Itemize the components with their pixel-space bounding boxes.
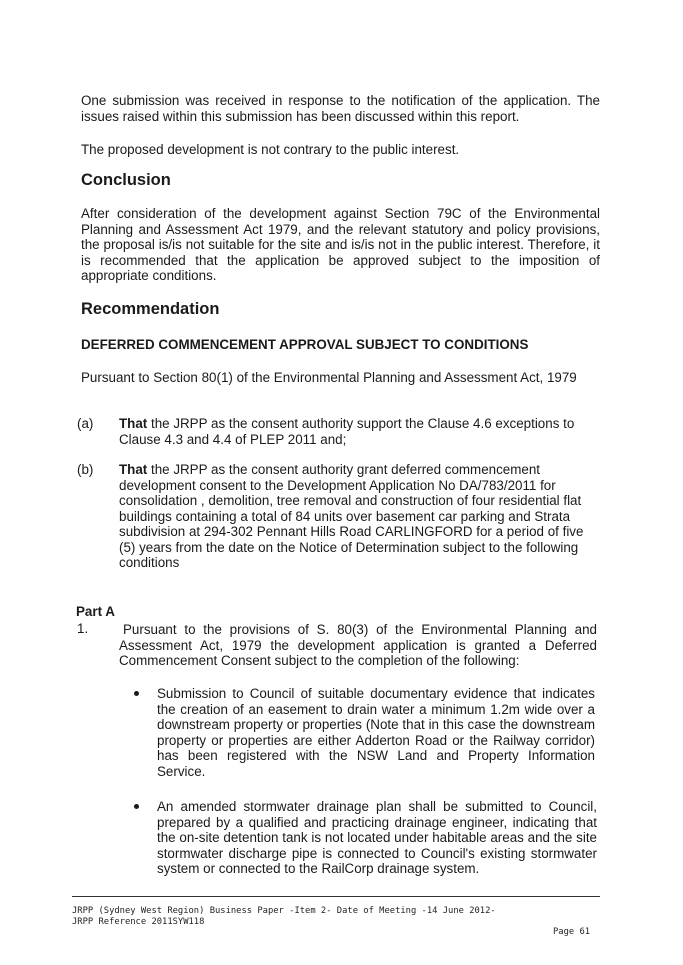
part-a-item-number: 1. [77, 621, 89, 636]
deferred-commencement-subheading: DEFERRED COMMENCEMENT APPROVAL SUBJECT TO CONDITIONS [81, 337, 529, 352]
item-b-label: (b) [77, 462, 94, 477]
part-a-item-text: Pursuant to the provisions of S. 80(3) of the Environmental Planning and Assessment Act, 1979 the development application is granted a Deferred Commencement Consent subject to the completion of the following: [119, 622, 597, 668]
public-interest-paragraph: The proposed development is not contrary to the public interest. [81, 142, 460, 157]
item-a-lead: That [119, 416, 148, 431]
recommendation-heading: Recommendation [81, 300, 220, 318]
item-b-text [119, 462, 591, 571]
item-a-body: the JRPP as the consent authority support the Clause 4.6 exceptions to Clause 4.3 and 4.4 of PLEP 2011 and; [119, 416, 575, 447]
item-b-body: the JRPP as the consent authority grant deferred commencement development consent to the Development Application No DA/783/2011 for consolidation , demolition, tree removal and construction of four residential flat buildings containing a total of 84 units over basement car parking and Strata subdivision at 294-302 Pennant Hills Road CARLINGFORD for a period of five (5) years from the date on the Notice of Determination subject to the following conditions [119, 462, 584, 570]
submission-paragraph: One submission was received in response to the notification of the application. The issues raised within this submission has been discussed within this report. [81, 93, 600, 124]
item-b-lead: That [119, 462, 148, 477]
footer-meeting-line: JRPP (Sydney West Region) Business Paper -Item 2- Date of Meeting -14 June 2012- [72, 906, 496, 916]
footer-divider [72, 896, 600, 897]
item-a-label: (a) [77, 416, 94, 431]
part-a-bullet-1: Submission to Council of suitable documentary evidence that indicates the creation of an easement to drain water a minimum 1.2m wide over a downstream property or properties (Note that in this case the downstream property or properties are either Adderton Road or the Railway corridor) has been registered with the NSW Land and Property Information Service. [157, 686, 595, 779]
conclusion-paragraph: After consideration of the development against Section 79C of the Environmental Planning and Assessment Act 1979, and the relevant statutory and policy provisions, the proposal is/is not suitable for the site and is/is not in the public interest. Therefore, it is recommended that the application be approved subject to the imposition of appropriate conditions. [81, 206, 600, 283]
footer-reference-line: JRPP Reference 2011SYW118 [72, 917, 205, 927]
conclusion-heading: Conclusion [81, 171, 171, 189]
part-a-bullet-2: An amended stormwater drainage plan shall be submitted to Council, prepared by a qualified and practicing drainage engineer, indicating that the on-site detention tank is not located under habitable areas and the site stormwater discharge pipe is connected to Council's existing stormwater system or connected to the RailCorp drainage system. [157, 799, 597, 876]
bullet-marker-1 [134, 691, 139, 696]
bullet-marker-2 [134, 804, 139, 809]
pursuant-paragraph: Pursuant to Section 80(1) of the Environmental Planning and Assessment Act, 1979 [81, 370, 577, 385]
item-a-text [119, 416, 597, 447]
part-a-heading: Part A [76, 604, 115, 619]
page-number: Page 61 [553, 927, 591, 937]
